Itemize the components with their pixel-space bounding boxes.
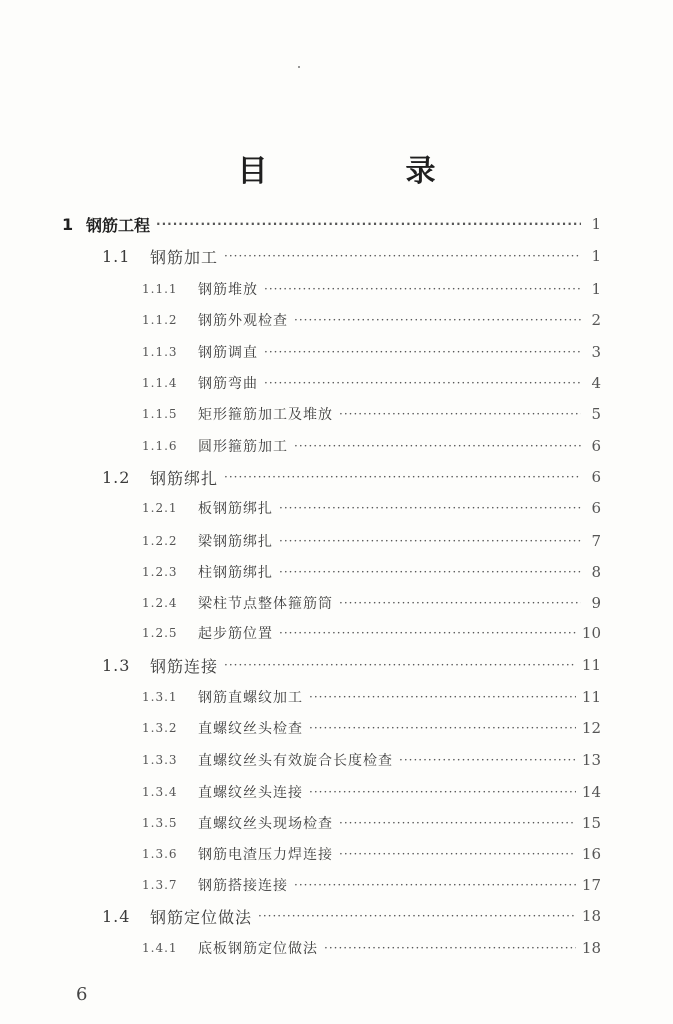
toc-entry [142,842,601,866]
toc-entry [142,748,601,772]
toc-page-number: 4 [591,374,601,392]
toc-label: 板钢筋绑扎 [198,501,273,517]
toc-entry [142,434,601,458]
toc-number: 1.1.3 [142,345,178,359]
toc-number: 1.2.5 [142,626,178,640]
toc-page-number: 8 [591,563,601,581]
toc-label: 钢筋直螺纹加工 [198,690,303,706]
toc-number: 1.1.4 [142,376,178,390]
dot-leader [309,690,576,704]
dot-leader [264,282,581,296]
dot-leader [339,847,576,861]
toc-page-number: 1 [591,215,601,233]
toc-page-number: 9 [591,594,601,612]
toc-page-number: 7 [591,532,601,550]
dot-leader [399,753,576,767]
toc-label: 矩形箍筋加工及堆放 [198,407,333,423]
dot-leader [339,407,581,421]
toc-number: 1.3.6 [142,847,178,861]
toc-label: 底板钢筋定位做法 [198,941,318,957]
dot-leader [279,534,581,548]
toc-page-number: 12 [581,719,601,737]
toc-number: 1.3.2 [142,721,178,735]
toc-number: 1.3 [102,655,131,675]
toc-number: 1.3.3 [142,753,178,767]
toc-entry [142,716,601,740]
dot-leader [224,658,576,672]
toc-label: 圆形箍筋加工 [198,439,288,455]
toc-number: 1.3.7 [142,878,178,892]
toc-entry [102,465,601,489]
toc-number: 1.2.4 [142,596,178,610]
dot-leader [224,470,581,484]
toc-number: 1.1.1 [142,282,178,296]
dot-leader [339,596,581,610]
toc-page-number: 5 [591,405,601,423]
toc-entry [102,653,601,677]
toc-entry [142,560,601,584]
toc-page-number: 11 [581,656,601,674]
dot-leader [294,313,581,327]
toc-page-number: 18 [581,907,601,925]
toc-label: 钢筋堆放 [198,282,258,298]
toc-entry [142,685,601,709]
toc-number: 1.1.2 [142,313,178,327]
toc-number: 1.2.3 [142,565,178,579]
toc-entry [142,308,601,332]
toc-number: 1.3.1 [142,690,178,704]
dot-leader [279,626,576,640]
toc-page-number: 6 [591,499,601,517]
dot-leader [309,785,576,799]
toc-label: 直螺纹丝头现场检查 [198,816,333,832]
print-speck [298,66,300,68]
toc-entry [142,371,601,395]
toc-entry [142,780,601,804]
toc-number: 1.2.1 [142,501,178,515]
toc-label: 钢筋定位做法 [150,907,253,927]
dot-leader [264,376,581,390]
toc-label: 直螺纹丝头有效旋合长度检查 [198,753,393,769]
page-folio-number: 6 [76,984,88,1005]
toc-entry [142,621,601,645]
toc-label: 钢筋电渣压力焊连接 [198,847,333,863]
toc-page-number: 17 [581,876,601,894]
toc-entry [142,402,601,426]
toc-number: 1.1 [102,246,131,266]
dot-leader [279,565,581,579]
dot-leader [294,439,581,453]
toc-label: 钢筋搭接连接 [198,878,288,894]
toc-entry [142,277,601,301]
toc-page-number: 18 [581,939,601,957]
toc-entry [142,340,601,364]
toc-page-number: 6 [591,468,601,486]
toc-number: 1.1.5 [142,407,178,421]
toc-page-number: 11 [581,688,601,706]
toc-label: 钢筋绑扎 [150,468,219,488]
toc-entry [62,212,601,236]
toc-label: 钢筋外观检查 [198,313,288,329]
toc-number: 1 [62,214,74,234]
toc-entry [102,244,601,268]
page-title: 目 录 [237,154,490,189]
toc-label: 钢筋调直 [198,345,258,361]
toc-page-number: 3 [591,343,601,361]
toc-label: 钢筋连接 [150,656,219,676]
dot-leader [156,217,581,231]
toc-number: 1.4 [102,906,131,926]
dot-leader [279,501,581,515]
toc-page-number: 1 [591,280,601,298]
toc-label: 钢筋工程 [86,215,151,235]
toc-page-number: 13 [581,751,601,769]
toc-page-number: 6 [591,437,601,455]
toc-label: 直螺纹丝头检查 [198,721,303,737]
dot-leader [309,721,576,735]
toc-label: 柱钢筋绑扎 [198,565,273,581]
dot-leader [264,345,581,359]
toc-entry [142,873,601,897]
toc-page-number: 1 [591,247,601,265]
toc-number: 1.3.5 [142,816,178,830]
toc-label: 起步筋位置 [198,626,273,642]
toc-number: 1.3.4 [142,785,178,799]
toc-label: 直螺纹丝头连接 [198,785,303,801]
toc-number: 1.2 [102,467,131,487]
dot-leader [324,941,576,955]
toc-page-number: 15 [581,814,601,832]
toc-page-number: 14 [581,783,601,801]
toc-entry [142,936,601,960]
toc-label: 钢筋加工 [150,247,219,267]
toc-entry [142,496,601,520]
toc-number: 1.2.2 [142,534,178,548]
toc-label: 钢筋弯曲 [198,376,258,392]
toc-page-number: 10 [581,624,601,642]
dot-leader [224,249,581,263]
dot-leader [258,909,576,923]
toc-entry [142,591,601,615]
toc-entry [142,811,601,835]
dot-leader [339,816,576,830]
toc-label: 梁钢筋绑扎 [198,534,273,550]
toc-label: 梁柱节点整体箍筋筒 [198,596,333,612]
toc-number: 1.4.1 [142,941,178,955]
dot-leader [294,878,576,892]
toc-number: 1.1.6 [142,439,178,453]
toc-entry [102,904,601,928]
toc-page-number: 16 [581,845,601,863]
toc-page-number: 2 [591,311,601,329]
toc-entry [142,529,601,553]
